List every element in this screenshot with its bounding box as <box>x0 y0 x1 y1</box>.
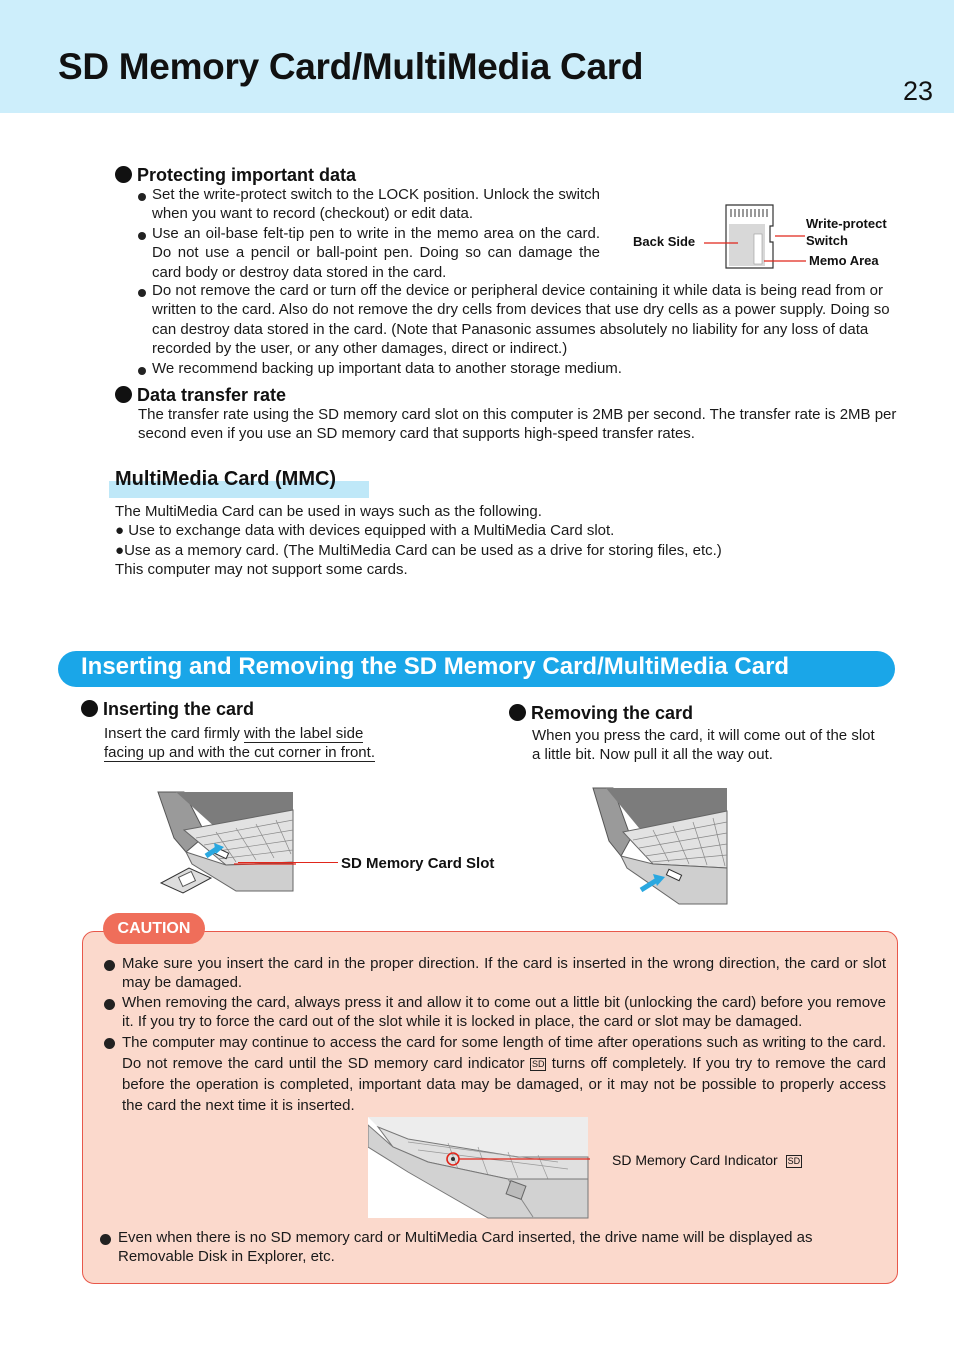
protect-list-top <box>138 185 600 282</box>
bullet-dot-icon <box>115 166 132 183</box>
sd-indicator-icon: SD <box>531 1058 545 1069</box>
protect-heading: Protecting important data <box>115 165 356 186</box>
caution-list-bottom <box>100 1228 886 1267</box>
protect-bullet-3: Do not remove the card or turn off the device or peripheral device containing it while data is being read from or written to the card. Also do not remove the dry cells from devices that use dry cells as a power supply. Doing so can destroy data stored in the card. (Note that Panasonic assumes absolutely no liability for any loss of data recorded by the user, or any other damages, direct or indirect.) <box>138 281 898 359</box>
mmc-note: This computer may not support some cards. <box>115 561 408 579</box>
write-protect-label-2: Switch <box>806 233 848 248</box>
bullet-dot-icon <box>81 700 98 717</box>
caution-bullet-3: The computer may continue to access the card for some length of time after operations such as writing to the card. Do not remove the card until the SD memory card indicator SD turns off completely. If you try to remove the card before the operation is completed, important data may be damaged, or it may not be possible to properly access the card the next time it is inserted. <box>104 1032 886 1116</box>
mmc-intro: The MultiMedia Card can be used in ways such as the following. <box>115 503 542 520</box>
page-title: SD Memory Card/MultiMedia Card <box>58 46 644 87</box>
caution-bullet-4: Even when there is no SD memory card or MultiMedia Card inserted, the drive name will be displayed as Removable Disk in Explorer, etc. <box>100 1228 886 1267</box>
transfer-heading: Data transfer rate <box>115 385 286 406</box>
protect-bullet-2: Use an oil-base felt-tip pen to write in the memo area on the card. Do not use a pencil or ball-point pen. Doing so can damage the card body or destroy data stored in the card. <box>138 224 600 282</box>
indicator-label: SD Memory Card Indicator SD <box>612 1152 801 1168</box>
back-side-label: Back Side <box>633 234 696 249</box>
sd-slot-label: SD Memory Card Slot <box>341 855 495 872</box>
memo-area-label: Memo Area <box>809 253 879 268</box>
insert-heading: Inserting the card <box>81 699 254 720</box>
caution-label: CAUTION <box>103 913 205 944</box>
protect-bullet-1: Set the write-protect switch to the LOCK position. Unlock the switch when you want to record (checkout) or edit data. <box>138 185 600 224</box>
indicator-svg <box>368 1117 590 1219</box>
bullet-dot-icon <box>509 704 526 721</box>
slot-leader-line <box>238 862 338 866</box>
caution-bullet-2: When removing the card, always press it and allow it to come out a little bit (unlocking the card) before you remove it. If you try to force the card out of the slot while it is locked in place, the card or slot may be damaged. <box>104 993 886 1032</box>
sd-indicator-icon: SD <box>787 1156 801 1166</box>
caution-bullet-1: Make sure you insert the card in the proper direction. If the card is inserted in the wrong direction, the card or slot may be damaged. <box>104 954 886 993</box>
transfer-text: The transfer rate using the SD memory card slot on this computer is 2MB per second. The transfer rate is 2MB per second even if you use an SD memory card that supports high-speed transfer rates. <box>138 406 897 443</box>
remove-heading: Removing the card <box>509 703 693 724</box>
write-protect-label-1: Write-protect <box>806 216 887 231</box>
insert-text: Insert the card firmly with the label side facing up and with the cut corner in front. <box>104 725 375 762</box>
protect-bullet-4: We recommend backing up important data to another storage medium. <box>138 359 898 378</box>
bullet-dot-icon <box>115 386 132 403</box>
page-number: 23 <box>903 76 934 106</box>
section-title: Inserting and Removing the SD Memory Card/MultiMedia Card <box>81 653 790 680</box>
remove-text: When you press the card, it will come out of the slot a little bit. Now pull it all the way out. <box>532 727 875 764</box>
mmc-bullet-1: ● Use to exchange data with devices equipped with a MultiMedia Card slot. <box>115 522 615 540</box>
mmc-body <box>115 502 875 580</box>
protect-list-bottom <box>138 281 898 378</box>
indicator-illustration <box>368 1117 590 1219</box>
sd-card-figure <box>625 200 915 280</box>
laptop-insert-svg <box>156 790 296 900</box>
mmc-bullet-2: ●Use as a memory card. (The MultiMedia Card can be used as a drive for storing files, etc.) <box>115 541 722 559</box>
mmc-title: MultiMedia Card (MMC) <box>115 468 337 490</box>
caution-list-top <box>104 954 886 1116</box>
laptop-remove-svg <box>591 786 731 906</box>
laptop-insert-illustration <box>156 790 296 900</box>
laptop-remove-illustration <box>591 786 731 906</box>
